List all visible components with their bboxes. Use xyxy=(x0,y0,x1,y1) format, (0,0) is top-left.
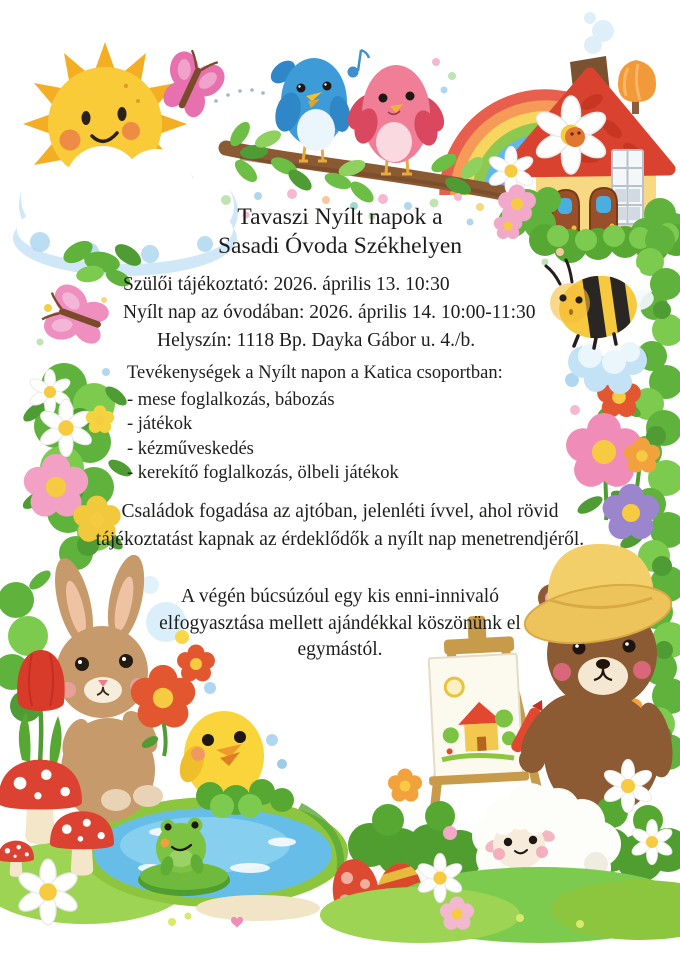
bee-illustration xyxy=(546,260,656,348)
page-title xyxy=(0,203,680,261)
activity-item: - játékok xyxy=(127,414,193,435)
paragraph-welcome xyxy=(20,498,660,554)
activity-item: - mese foglalkozás, bábozás xyxy=(127,390,335,410)
info-location: Helyszín: 1118 Bp. Dayka Gábor u. 4./b. xyxy=(157,330,476,351)
dotted-trail xyxy=(214,88,265,103)
paragraph-line: A végén búcsúzóul egy kis enni-innivaló xyxy=(181,586,499,607)
title-line-2: Sasadi Óvoda Székhelyen xyxy=(217,233,463,259)
activity-item: - kézműveskedés xyxy=(127,438,254,459)
paragraph-farewell xyxy=(90,584,590,664)
info-parent-session: Szülői tájékoztató: 2026. április 13. 10:30 xyxy=(123,274,450,295)
paragraph-line: egymástól. xyxy=(297,639,383,660)
info-open-day: Nyílt nap az óvodában: 2026. április 14. 10:00-11:30 xyxy=(123,302,536,323)
activity-item: - kerekítő foglalkozás, ölbeli játékok xyxy=(127,463,399,484)
title-line-1: Tavaszi Nyílt napok a xyxy=(237,204,443,230)
activities-heading: Tevékenységek a Nyílt napon a Katica csoportban: xyxy=(127,363,503,383)
paragraph-line: elfogyasztása mellett ajándékkal köszönünk el xyxy=(159,612,521,634)
pink-butterfly-left-icon xyxy=(34,274,118,359)
activities-list xyxy=(127,388,399,486)
music-note-icon xyxy=(348,50,370,78)
paragraph-line: tájékoztatást kapnak az érdeklődők a nyílt nap menetrendjéről. xyxy=(95,529,585,550)
paragraph-line: Családok fogadása az ajtóban, jelenléti ívvel, ahol rövid xyxy=(121,501,559,522)
pink-bird-illustration xyxy=(342,65,451,174)
blue-bird-illustration xyxy=(266,56,352,161)
